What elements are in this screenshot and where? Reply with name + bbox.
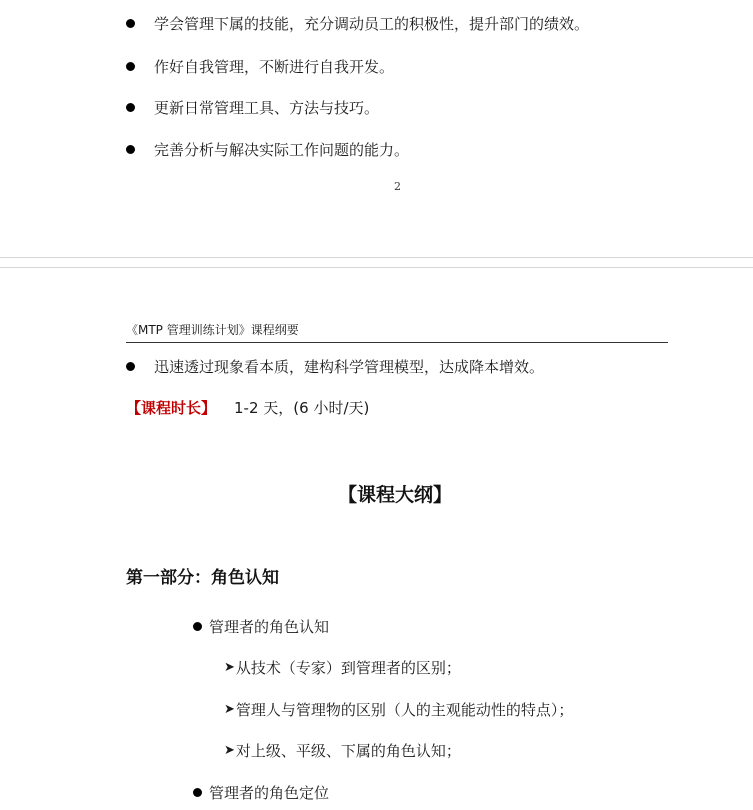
bullet-dot-icon xyxy=(193,622,202,631)
objective-text: 学会管理下属的技能，充分调动员工的积极性，提升部门的绩效。 xyxy=(154,14,590,33)
objective-bullet xyxy=(126,355,544,377)
document-page-2 xyxy=(0,268,753,810)
part-title: 第一部分：角色认知 xyxy=(126,568,279,588)
page-number: 2 xyxy=(394,180,401,193)
objective-text: 完善分析与解决实际工作问题的能力。 xyxy=(154,140,410,159)
objective-bullet xyxy=(126,55,394,77)
objective-text: 作好自我管理，不断进行自我开发。 xyxy=(154,57,395,76)
arrow-bullet-icon: ➤ xyxy=(224,659,235,675)
duration-label: 【课程时长】 xyxy=(126,398,217,417)
topic-item xyxy=(193,615,329,637)
page-separator xyxy=(0,257,753,268)
objective-bullet xyxy=(126,96,379,118)
objective-bullet xyxy=(126,138,409,160)
objective-text: 更新日常管理工具、方法与技巧。 xyxy=(154,98,380,117)
bullet-dot-icon xyxy=(126,62,135,71)
duration-value: 1-2 天，(6 小时/天) xyxy=(234,398,370,417)
document-page-1 xyxy=(0,0,753,257)
sub-item xyxy=(224,739,461,761)
running-header: 《MTP 管理训练计划》课程纲要 xyxy=(126,320,668,343)
topic-label: 管理者的角色定位 xyxy=(209,783,330,802)
objective-text: 迅速透过现象看本质，建构科学管理模型，达成降本增效。 xyxy=(154,357,545,376)
topic-label: 管理者的角色认知 xyxy=(209,617,330,636)
sub-item xyxy=(224,656,461,678)
bullet-dot-icon xyxy=(126,19,135,28)
bullet-dot-icon xyxy=(126,362,135,371)
objective-bullet xyxy=(126,12,589,34)
sub-item xyxy=(224,698,573,720)
sub-item-text: 从技术（专家）到管理者的区别； xyxy=(235,658,461,677)
bullet-dot-icon xyxy=(126,145,135,154)
bullet-dot-icon xyxy=(126,103,135,112)
arrow-bullet-icon: ➤ xyxy=(224,742,235,758)
topic-item xyxy=(193,781,329,803)
sub-item-text: 管理人与管理物的区别（人的主观能动性的特点）； xyxy=(235,700,574,719)
course-duration xyxy=(126,396,369,418)
sub-item-text: 对上级、平级、下属的角色认知； xyxy=(235,741,461,760)
arrow-bullet-icon: ➤ xyxy=(224,701,235,717)
bullet-dot-icon xyxy=(193,788,202,797)
outline-title: 【课程大纲】 xyxy=(337,484,452,506)
